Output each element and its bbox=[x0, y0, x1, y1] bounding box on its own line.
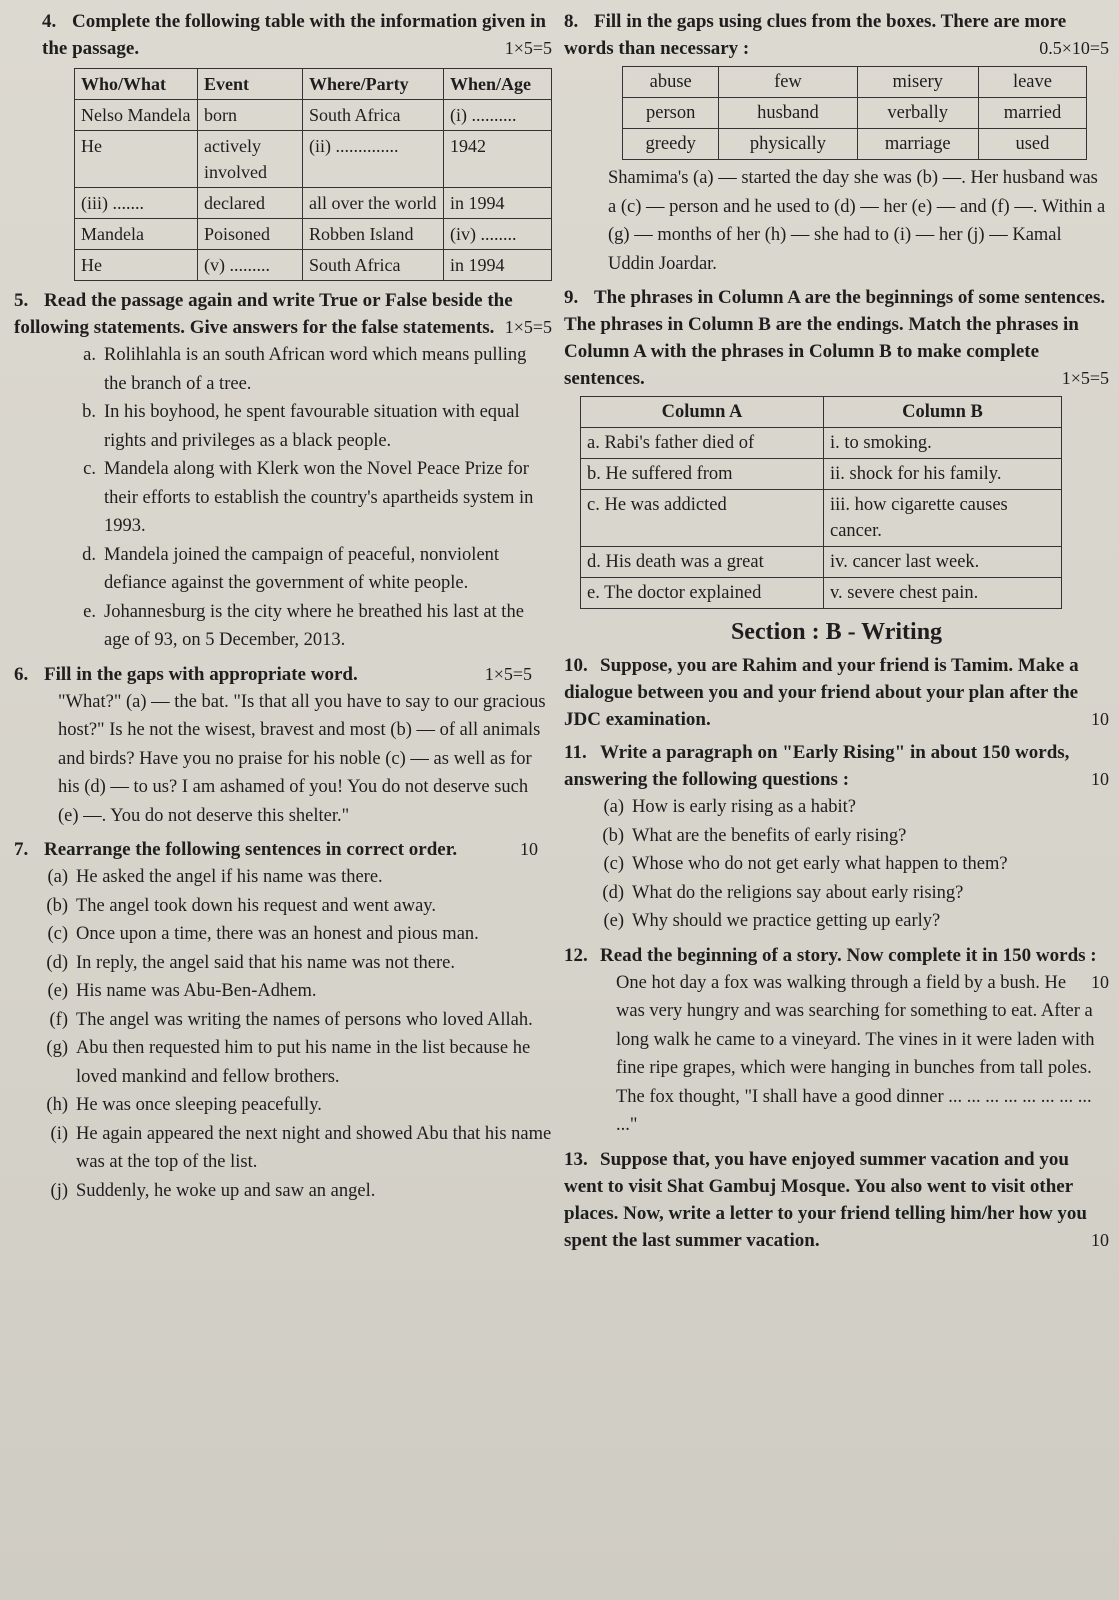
column-a-cell: e. The doctor explained bbox=[581, 578, 824, 609]
q4-cell: declared bbox=[198, 188, 303, 219]
word-cell: physically bbox=[719, 129, 857, 160]
table-row bbox=[581, 490, 1062, 547]
column-a-cell: a. Rabi's father died of bbox=[581, 428, 824, 459]
column-b-cell: v. severe chest pain. bbox=[824, 578, 1062, 609]
list-item bbox=[14, 1034, 552, 1091]
q6-marks: 1×5=5 bbox=[484, 663, 532, 684]
q7-text: The angel was writing the names of persons who loved Allah. bbox=[76, 1009, 533, 1030]
q5-label: b. bbox=[82, 402, 96, 422]
q7-marks: 10 bbox=[520, 839, 538, 859]
q4-cell: (iv) ........ bbox=[444, 219, 552, 250]
word-cell: verbally bbox=[857, 98, 978, 129]
q5-text: Mandela along with Klerk won the Novel Peace Prize for their efforts to establish the country's apartheids system in 1993. bbox=[104, 459, 534, 536]
list-item bbox=[564, 879, 1109, 908]
q7-label: (i) bbox=[50, 1123, 68, 1144]
q9-title: The phrases in Column A are the beginnings of some sentences. The phrases in Column B are the endings. Match the phrases in Column A with the phrases in Column B to make complete sentences. bbox=[564, 287, 1106, 389]
q7-text: He was once sleeping peacefully. bbox=[76, 1095, 322, 1115]
q4-title: Complete the following table with the information given in the passage. bbox=[42, 11, 546, 59]
question-4 bbox=[14, 8, 552, 281]
q10-marks: 10 bbox=[1091, 709, 1109, 729]
list-item bbox=[14, 949, 552, 978]
q11-number: 11. bbox=[564, 742, 587, 763]
q8-title: Fill in the gaps using clues from the boxes. There are more words than necessary : bbox=[564, 11, 1067, 59]
q11-marks: 10 bbox=[1091, 769, 1109, 789]
q4-cell: (i) .......... bbox=[444, 100, 552, 131]
q7-text: His name was Abu-Ben-Adhem. bbox=[76, 981, 317, 1001]
column-b-cell: iv. cancer last week. bbox=[824, 547, 1062, 578]
table-row bbox=[581, 578, 1062, 609]
q4-header: Where/Party bbox=[303, 69, 444, 100]
list-item bbox=[14, 920, 552, 949]
list-item bbox=[14, 598, 552, 655]
word-cell: leave bbox=[978, 67, 1086, 98]
q8-marks: 0.5×10=5 bbox=[1039, 38, 1109, 58]
q5-label: d. bbox=[82, 544, 96, 565]
q12-marks: 10 bbox=[1091, 971, 1109, 992]
q8-word-box bbox=[622, 66, 1087, 160]
q11-label: (a) bbox=[603, 797, 624, 817]
q7-text: He again appeared the next night and showed Abu that his name was at the top of the list. bbox=[76, 1123, 552, 1172]
q4-cell: in 1994 bbox=[444, 188, 552, 219]
q12-number: 12. bbox=[564, 944, 588, 966]
q4-cell: South Africa bbox=[303, 100, 444, 131]
question-13 bbox=[564, 1146, 1109, 1254]
q7-label: (j) bbox=[50, 1180, 68, 1201]
left-column bbox=[14, 8, 552, 1205]
q11-label: (e) bbox=[603, 911, 624, 931]
column-b-header: Column B bbox=[824, 397, 1062, 428]
word-cell: few bbox=[719, 67, 857, 98]
q12-story: One hot day a fox was walking through a field by a bush. He was very hungry and was searching for something to eat. After a long walk he came to a vineyard. The vines in it were laden with fine ripe grapes, which were hanging in bunches from tall poles. The fox thought, "I shall have a good dinner ... ... ... ... ... ... ... ... ..." bbox=[616, 972, 1095, 1135]
q13-text: Suppose that, you have enjoyed summer vacation and you went to visit Shat Gambuj Mosque. You also went to visit other places. Now, write a letter to your friend telling him/her how you spent the last summer vacation. bbox=[564, 1148, 1087, 1251]
list-item bbox=[14, 1177, 552, 1206]
q8-number: 8. bbox=[564, 11, 579, 32]
word-cell: greedy bbox=[623, 129, 719, 160]
q4-header: Who/What bbox=[75, 69, 198, 100]
q4-cell: in 1994 bbox=[444, 250, 552, 281]
word-cell: married bbox=[978, 98, 1086, 129]
q4-cell: 1942 bbox=[444, 131, 552, 188]
list-item bbox=[564, 822, 1109, 851]
section-b-title: Section : B - Writing bbox=[730, 619, 943, 645]
q6-number: 6. bbox=[14, 663, 29, 685]
column-a-cell: d. His death was a great bbox=[581, 547, 824, 578]
q4-cell: (v) ......... bbox=[198, 250, 303, 281]
q4-cell: South Africa bbox=[303, 250, 444, 281]
q4-header: Event bbox=[198, 69, 303, 100]
q7-label: (h) bbox=[46, 1095, 68, 1115]
word-cell: used bbox=[978, 129, 1086, 160]
q11-text-item: Whose who do not get early what happen to them? bbox=[632, 854, 1008, 874]
list-item bbox=[14, 1120, 552, 1177]
q5-number: 5. bbox=[14, 290, 29, 311]
list-item bbox=[14, 455, 552, 541]
q7-label: (d) bbox=[46, 952, 68, 973]
table-row bbox=[75, 219, 552, 250]
list-item bbox=[14, 892, 552, 921]
q10-text: Suppose, you are Rahim and your friend is Tamim. Make a dialogue between you and your friend about your plan after the JDC examination. bbox=[564, 655, 1079, 730]
table-row bbox=[75, 250, 552, 281]
q7-label: (b) bbox=[46, 895, 68, 916]
q7-text: He asked the angel if his name was there. bbox=[76, 867, 383, 887]
table-row bbox=[581, 428, 1062, 459]
q4-cell: (iii) ....... bbox=[75, 188, 198, 219]
q5-label: c. bbox=[83, 459, 96, 479]
list-item bbox=[564, 907, 1109, 936]
q6-title: Fill in the gaps with appropriate word. bbox=[44, 663, 358, 685]
q9-number: 9. bbox=[564, 287, 579, 308]
q10-number: 10. bbox=[564, 655, 588, 676]
list-item bbox=[14, 1091, 552, 1120]
column-b-cell: iii. how cigarette causes cancer. bbox=[824, 490, 1062, 547]
question-10 bbox=[564, 652, 1109, 733]
q7-text: Suddenly, he woke up and saw an angel. bbox=[76, 1180, 376, 1201]
question-12 bbox=[564, 942, 1109, 1140]
table-row bbox=[75, 188, 552, 219]
q4-marks: 1×5=5 bbox=[504, 38, 552, 58]
q7-label: (c) bbox=[47, 924, 68, 944]
question-8 bbox=[564, 8, 1109, 278]
q4-cell: Robben Island bbox=[303, 219, 444, 250]
q7-text: Once upon a time, there was an honest and pious man. bbox=[76, 924, 479, 944]
q4-cell: Mandela bbox=[75, 219, 198, 250]
table-row bbox=[623, 98, 1087, 129]
table-row bbox=[623, 129, 1087, 160]
q4-cell: He bbox=[75, 131, 198, 188]
word-cell: misery bbox=[857, 67, 978, 98]
q7-text: The angel took down his request and went away. bbox=[76, 895, 436, 916]
list-item bbox=[564, 850, 1109, 879]
q7-label: (a) bbox=[47, 867, 68, 887]
q4-cell: (ii) .............. bbox=[303, 131, 444, 188]
q5-label: a. bbox=[83, 345, 96, 365]
q7-label: (e) bbox=[47, 981, 68, 1001]
q7-label: (g) bbox=[46, 1038, 68, 1058]
q4-cell: He bbox=[75, 250, 198, 281]
q8-passage: Shamima's (a) — started the day she was (b) —. Her husband was a (c) — person and he used to (d) — her (e) — and (f) —. Within a (g) — months of her (h) — she had to (i) — her (j) — Kamal Uddin Joardar. bbox=[608, 168, 1106, 274]
q4-cell: born bbox=[198, 100, 303, 131]
q5-text: Rolihlahla is an south African word which means pulling the branch of a tree. bbox=[104, 345, 527, 394]
q5-label: e. bbox=[83, 601, 96, 622]
q5-marks: 1×5=5 bbox=[504, 317, 552, 337]
q11-label: (b) bbox=[602, 825, 624, 846]
table-row bbox=[75, 100, 552, 131]
word-cell: person bbox=[623, 98, 719, 129]
table-row bbox=[623, 67, 1087, 98]
table-row bbox=[75, 131, 552, 188]
q11-text-item: Why should we practice getting up early? bbox=[632, 911, 941, 931]
q4-table bbox=[74, 68, 552, 281]
q7-text: In reply, the angel said that his name was not there. bbox=[76, 952, 455, 973]
question-6 bbox=[14, 661, 552, 831]
list-item bbox=[14, 341, 552, 398]
q9-match-table bbox=[580, 396, 1062, 609]
q4-cell: all over the world bbox=[303, 188, 444, 219]
q11-label: (c) bbox=[603, 854, 624, 874]
question-7 bbox=[14, 836, 552, 1205]
q5-title: Read the passage again and write True or False beside the following statements. Give answers for the false statements. bbox=[14, 290, 513, 338]
q11-text-item: What are the benefits of early rising? bbox=[632, 825, 907, 846]
list-item bbox=[14, 541, 552, 598]
word-cell: marriage bbox=[857, 129, 978, 160]
q7-text: Abu then requested him to put his name in the list because he loved mankind and fellow brothers. bbox=[76, 1038, 531, 1087]
q13-marks: 10 bbox=[1091, 1229, 1109, 1250]
column-b-cell: ii. shock for his family. bbox=[824, 459, 1062, 490]
table-row bbox=[581, 547, 1062, 578]
q5-text: In his boyhood, he spent favourable situation with equal rights and privileges as a black people. bbox=[104, 402, 520, 451]
right-column bbox=[564, 8, 1109, 1254]
q7-number: 7. bbox=[14, 839, 29, 860]
q11-label: (d) bbox=[602, 882, 624, 903]
q4-cell: Nelso Mandela bbox=[75, 100, 198, 131]
question-9 bbox=[564, 284, 1109, 609]
q11-text-item: What do the religions say about early rising? bbox=[632, 882, 964, 903]
table-row bbox=[581, 459, 1062, 490]
q11-text: Write a paragraph on "Early Rising" in about 150 words, answering the following questions : bbox=[564, 742, 1070, 790]
question-5 bbox=[14, 287, 552, 655]
q4-cell: actively involved bbox=[198, 131, 303, 188]
word-cell: abuse bbox=[623, 67, 719, 98]
question-11 bbox=[564, 739, 1109, 936]
column-a-cell: b. He suffered from bbox=[581, 459, 824, 490]
q5-text: Johannesburg is the city where he breathed his last at the age of 93, on 5 December, 2013. bbox=[104, 601, 524, 650]
q11-text-item: How is early rising as a habit? bbox=[632, 797, 856, 817]
list-item bbox=[14, 1006, 552, 1035]
q7-label: (f) bbox=[49, 1009, 68, 1030]
q4-cell: Poisoned bbox=[198, 219, 303, 250]
list-item bbox=[14, 977, 552, 1006]
column-a-cell: c. He was addicted bbox=[581, 490, 824, 547]
q13-number: 13. bbox=[564, 1148, 588, 1170]
q5-text: Mandela joined the campaign of peaceful, nonviolent defiance against the government of white people. bbox=[104, 544, 500, 593]
q7-title: Rearrange the following sentences in correct order. bbox=[44, 839, 458, 860]
word-cell: husband bbox=[719, 98, 857, 129]
column-a-header: Column A bbox=[581, 397, 824, 428]
q4-header: When/Age bbox=[444, 69, 552, 100]
q6-passage: "What?" (a) — the bat. "Is that all you have to say to our gracious host?" Is he not the wisest, bravest and most (b) — of all animals and birds? Have you no praise for his noble (c) — as well as for his (d) — to us? I am ashamed of you! You do not deserve such (e) —. You do not deserve this shelter." bbox=[58, 691, 546, 826]
q12-title: Read the beginning of a story. Now complete it in 150 words : bbox=[600, 944, 1097, 966]
list-item bbox=[564, 793, 1109, 822]
column-b-cell: i. to smoking. bbox=[824, 428, 1062, 459]
q9-marks: 1×5=5 bbox=[1061, 368, 1109, 388]
list-item bbox=[14, 398, 552, 455]
list-item bbox=[14, 863, 552, 892]
q4-number: 4. bbox=[42, 11, 57, 32]
